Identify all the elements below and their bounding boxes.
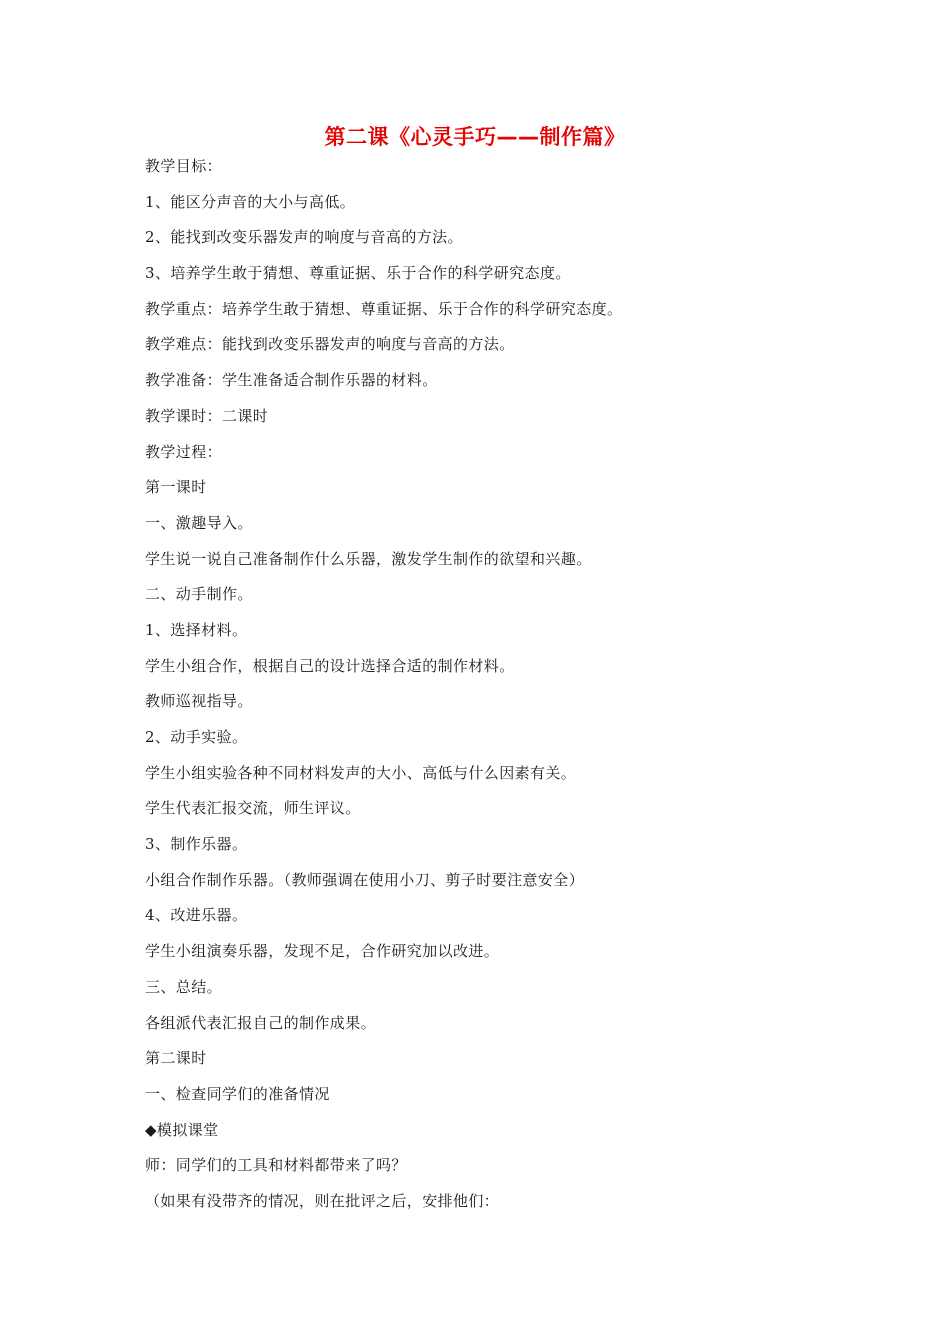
text-line: 学生小组实验各种不同材料发声的大小、高低与什么因素有关。 (145, 763, 577, 782)
text-line: 各组派代表汇报自己的制作成果。 (145, 1013, 377, 1032)
text-line: 3、制作乐器。 (145, 835, 248, 854)
text-line: 三、总结。 (145, 977, 223, 996)
text-line: ◆模拟课堂 (145, 1120, 219, 1139)
text-line: 一、检查同学们的准备情况 (145, 1084, 330, 1103)
text-line: 师：同学们的工具和材料都带来了吗？ (145, 1156, 407, 1175)
text-line: 2、能找到改变乐器发声的响度与音高的方法。 (145, 228, 463, 247)
text-line: 学生说一说自己准备制作什么乐器，激发学生制作的欲望和兴趣。 (145, 549, 592, 568)
text-line: 第二课时 (145, 1049, 207, 1068)
text-line: 教学重点：培养学生敢于猜想、尊重证据、乐于合作的科学研究态度。 (145, 299, 623, 318)
text-line: 教学难点：能找到改变乐器发声的响度与音高的方法。 (145, 335, 515, 354)
text-line: 二、动手制作。 (145, 585, 253, 604)
text-line: 第一课时 (145, 478, 207, 497)
text-line: 一、激趣导入。 (145, 513, 253, 532)
text-line: 3、培养学生敢于猜想、尊重证据、乐于合作的科学研究态度。 (145, 264, 571, 283)
text-line: 小组合作制作乐器。（教师强调在使用小刀、剪子时要注意安全） (145, 870, 585, 889)
text-line: 教学过程： (145, 442, 223, 461)
text-line: 学生小组合作，根据自己的设计选择合适的制作材料。 (145, 656, 515, 675)
text-line: 4、改进乐器。 (145, 906, 248, 925)
text-line: 教学课时：二课时 (145, 406, 269, 425)
text-line: （如果有没带齐的情况，则在批评之后，安排他们： (145, 1191, 500, 1210)
text-line: 学生小组演奏乐器，发现不足，合作研究加以改进。 (145, 942, 500, 961)
document-title: 第二课《心灵手巧——制作篇》 (324, 125, 626, 149)
text-line: 1、选择材料。 (145, 620, 248, 639)
text-line: 教学准备：学生准备适合制作乐器的材料。 (145, 371, 438, 390)
text-line: 学生代表汇报交流，师生评议。 (145, 799, 361, 818)
document-body (145, 148, 825, 1219)
text-line: 教学目标： (145, 157, 223, 175)
text-line: 2、动手实验。 (145, 728, 248, 746)
text-line: 教师巡视指导。 (145, 692, 253, 711)
text-line: 1、能区分声音的大小与高低。 (145, 192, 356, 211)
